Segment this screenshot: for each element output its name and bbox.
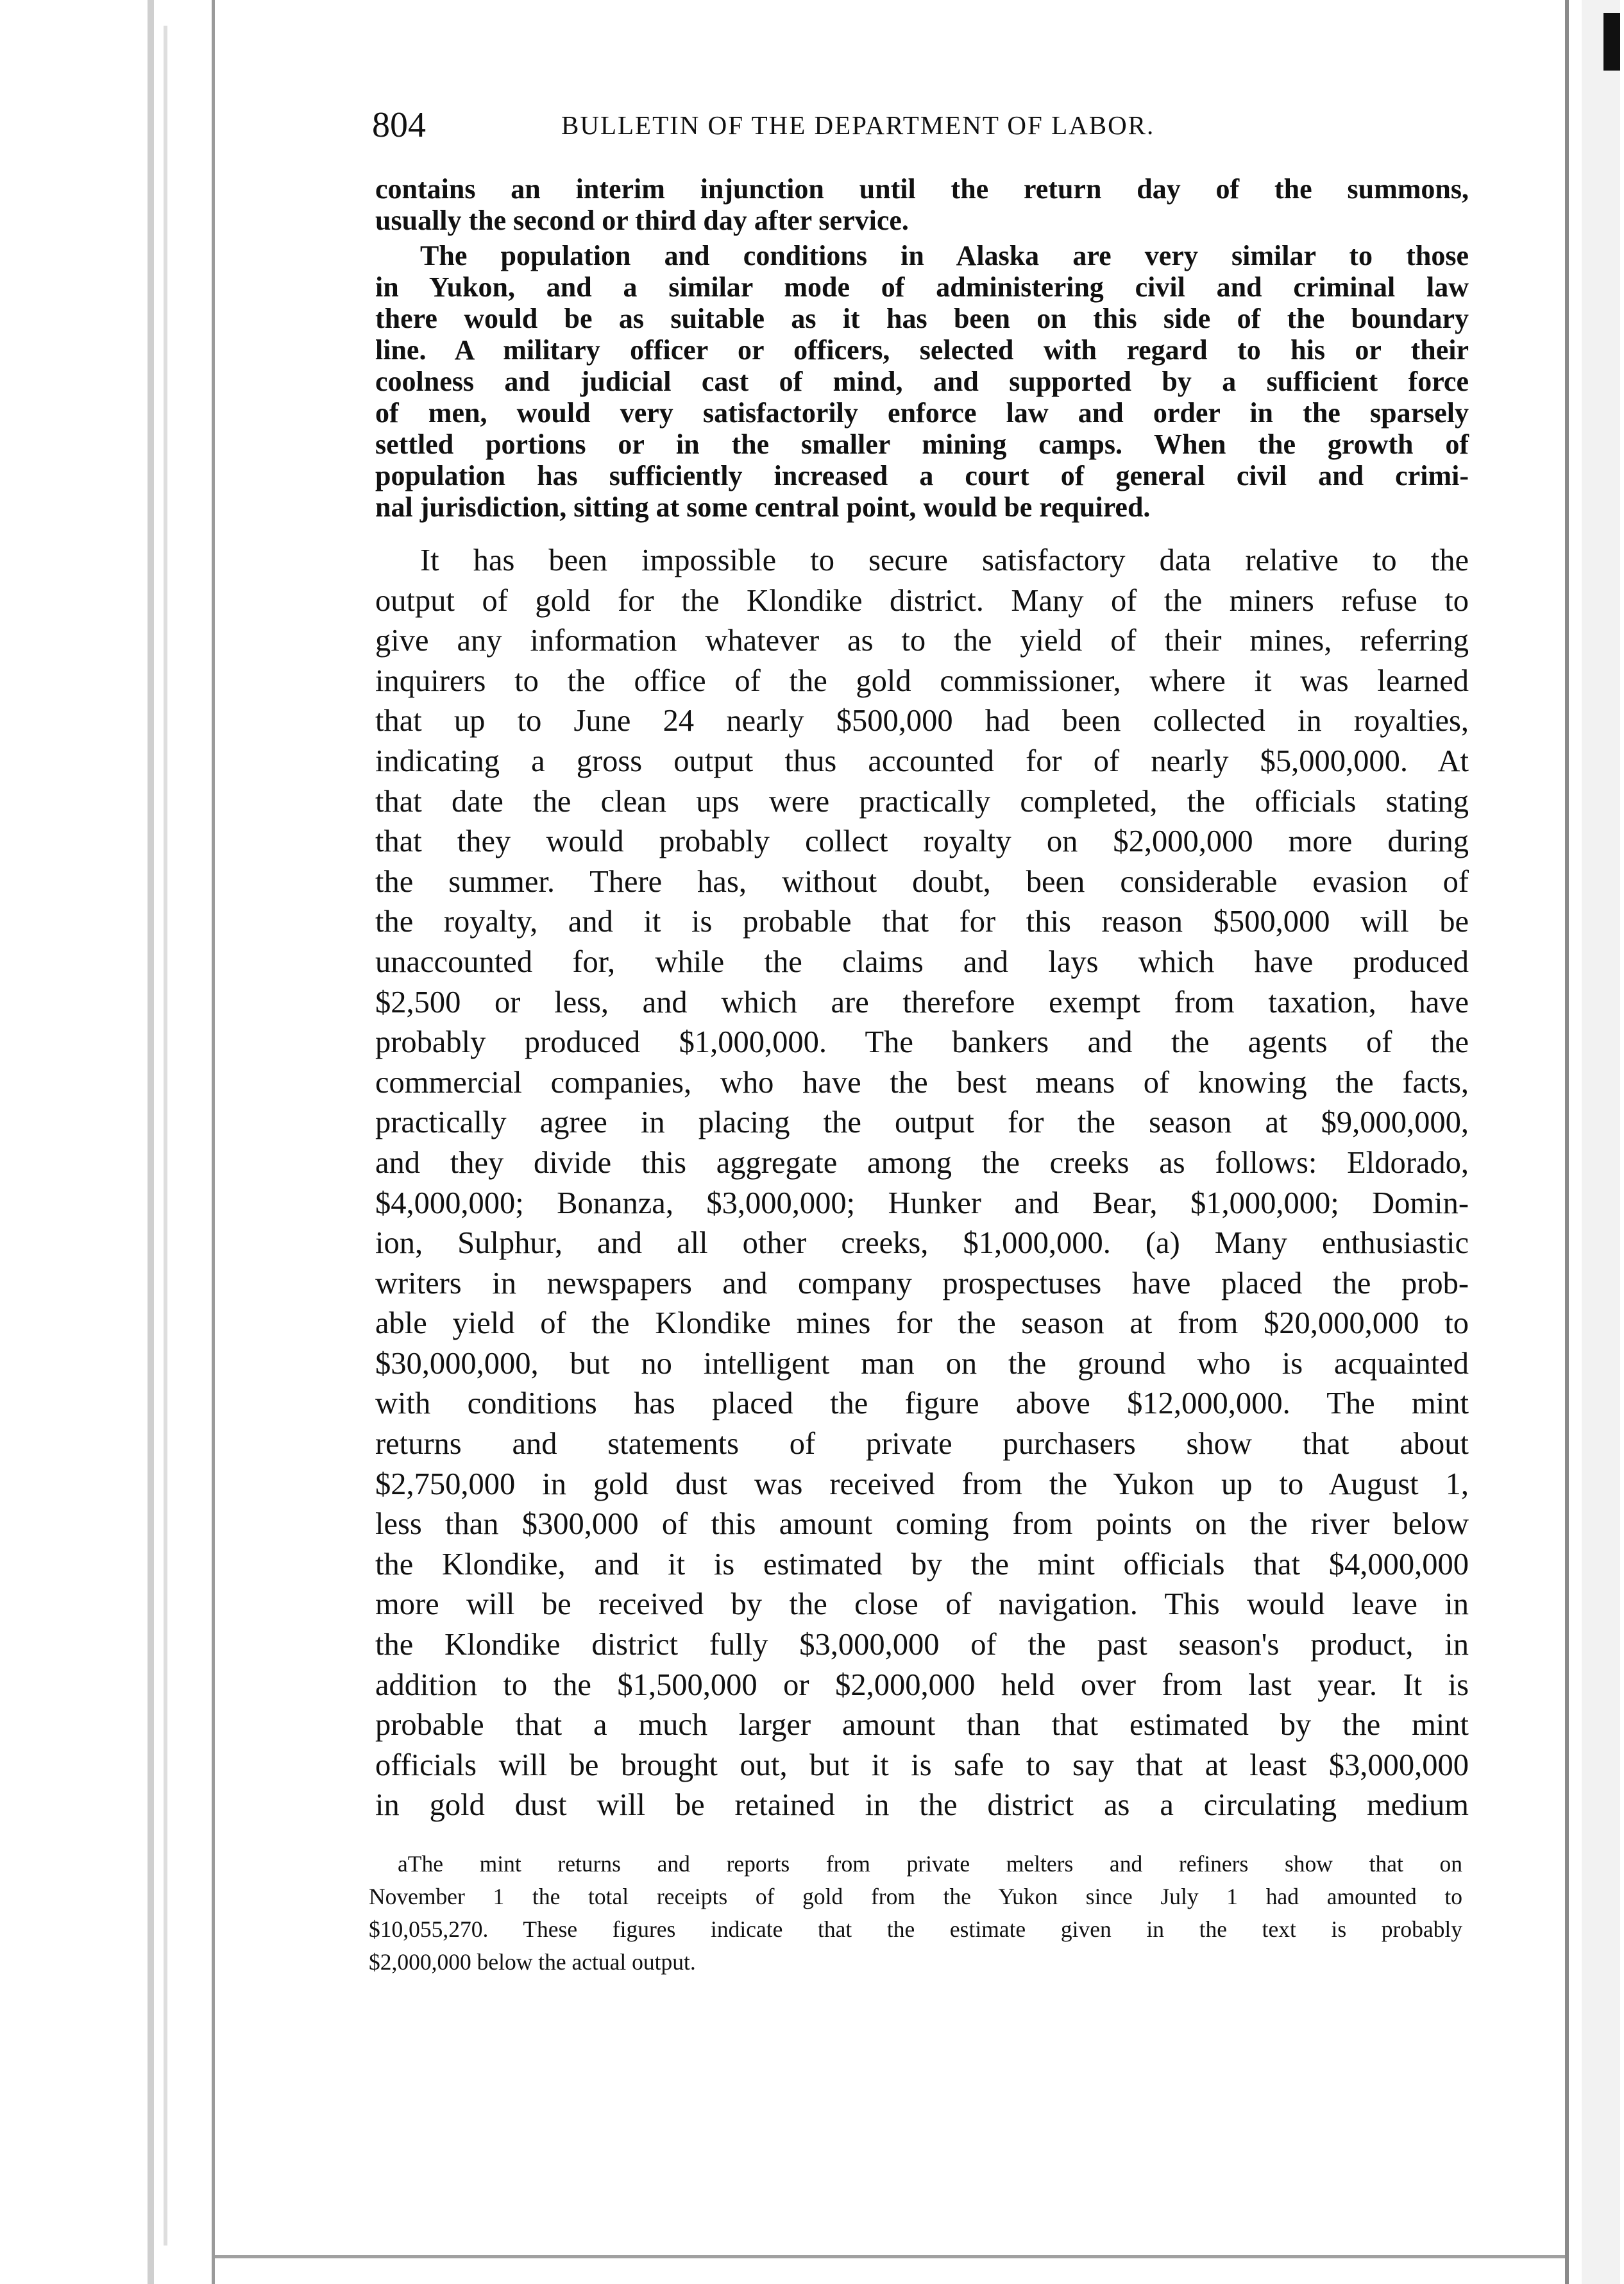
footnote — [369, 1848, 1462, 1979]
text-line: officials will be brought out, but it is safe to say that at least $3,000,000 — [375, 1748, 1469, 1782]
paragraph — [375, 173, 1469, 236]
text-line: addition to the $1,500,000 or $2,000,000 held over from last year. It is — [375, 1667, 1469, 1702]
text-line: the summer. There has, without doubt, been considerable evasion of — [375, 864, 1469, 899]
text-line: give any information whatever as to the yield of their mines, referring — [375, 624, 1469, 658]
text-line: able yield of the Klondike mines for the season at from $20,000,000 to — [375, 1306, 1469, 1341]
text-line: probably produced $1,000,000. The bankers and the agents of the — [375, 1025, 1469, 1060]
text-line: nal jurisdiction, sitting at some central point, would be required. — [375, 491, 1151, 523]
footnote-line: aThe mint returns and reports from private melters and refiners show that on — [398, 1851, 1462, 1877]
text-line: the Klondike, and it is estimated by the mint officials that $4,000,000 — [375, 1547, 1469, 1581]
text-line: line. A military officer or officers, selected with regard to his or their — [375, 334, 1469, 366]
text-line: probable that a much larger amount than that estimated by the mint — [375, 1708, 1469, 1743]
text-line: $30,000,000, but no intelligent man on the ground who is acquainted — [375, 1346, 1469, 1381]
scan-shadow — [1603, 13, 1620, 71]
footnote-line: November 1 the total receipts of gold from the Yukon since July 1 had amounted to — [369, 1884, 1462, 1909]
page-margin-line-right — [1565, 0, 1569, 2284]
text-line: with conditions has placed the figure above $12,000,000. The mint — [375, 1386, 1469, 1421]
text-line: settled portions or in the smaller mining camps. When the growth of — [375, 429, 1469, 460]
running-head: BULLETIN OF THE DEPARTMENT OF LABOR. — [561, 110, 1155, 140]
text-line: $4,000,000; Bonanza, $3,000,000; Hunker and Bear, $1,000,000; Domin- — [375, 1186, 1469, 1220]
text-line: The population and conditions in Alaska are very similar to those — [420, 240, 1469, 271]
body-text — [375, 173, 1469, 1826]
text-line: indicating a gross output thus accounted for of nearly $5,000,000. At — [375, 744, 1469, 778]
text-line: It has been impossible to secure satisfactory data relative to the — [420, 543, 1469, 577]
text-line: in gold dust will be retained in the district as a circulating medium — [375, 1788, 1469, 1823]
text-line: there would be as suitable as it has been on this side of the boundary — [375, 303, 1469, 334]
paragraph — [375, 541, 1469, 1826]
text-line: the Klondike district fully $3,000,000 of the past season's product, in — [375, 1628, 1469, 1662]
text-line: practically agree in placing the output for the season at $9,000,000, — [375, 1105, 1469, 1140]
page-edge-right — [1582, 0, 1620, 2284]
page-margin-line-bottom — [215, 2255, 1565, 2258]
footnote-line: $2,000,000 below the actual output. — [369, 1949, 696, 1975]
page-header — [372, 99, 1308, 151]
text-line: contains an interim injunction until the return day of the summons, — [375, 173, 1469, 205]
text-line: output of gold for the Klondike district. Many of the miners refuse to — [375, 583, 1469, 618]
text-line: usually the second or third day after service. — [375, 205, 909, 236]
text-line: returns and statements of private purchasers show that about — [375, 1427, 1469, 1462]
text-line: that they would probably collect royalty on $2,000,000 more during — [375, 824, 1469, 859]
text-line: coolness and judicial cast of mind, and supported by a sufficient force — [375, 366, 1469, 397]
text-line: that date the clean ups were practically completed, the officials stating — [375, 784, 1469, 819]
text-line: writers in newspapers and company prospectuses have placed the prob- — [375, 1266, 1469, 1300]
text-line: inquirers to the office of the gold commissioner, where it was learned — [375, 663, 1469, 698]
text-line: and they divide this aggregate among the creeks as follows: Eldorado, — [375, 1145, 1469, 1180]
text-line: in Yukon, and a similar mode of administering civil and criminal law — [375, 271, 1469, 303]
page-edge-left — [148, 0, 154, 2284]
text-line: that up to June 24 nearly $500,000 had been collected in royalties, — [375, 704, 1469, 738]
text-line: $2,500 or less, and which are therefore exempt from taxation, have — [375, 985, 1469, 1019]
text-line: more will be received by the close of navigation. This would leave in — [375, 1587, 1469, 1622]
text-line: less than $300,000 of this amount coming from points on the river below — [375, 1507, 1469, 1542]
text-line: the royalty, and it is probable that for this reason $500,000 will be — [375, 905, 1469, 939]
text-line: unaccounted for, while the claims and lays which have produced — [375, 944, 1469, 979]
text-line: of men, would very satisfactorily enforce law and order in the sparsely — [375, 397, 1469, 429]
text-line: ion, Sulphur, and all other creeks, $1,000,000. (a) Many enthusiastic — [375, 1226, 1469, 1261]
text-line: population has sufficiently increased a court of general civil and crimi- — [375, 460, 1469, 491]
page-margin-line-left — [212, 0, 215, 2284]
text-line: commercial companies, who have the best means of knowing the facts, — [375, 1065, 1469, 1100]
footnote-line: $10,055,270. These figures indicate that the estimate given in the text is probably — [369, 1916, 1462, 1942]
text-line: $2,750,000 in gold dust was received from the Yukon up to August 1, — [375, 1467, 1469, 1501]
paragraph — [375, 240, 1469, 523]
page-number: 804 — [372, 105, 426, 145]
page-edge-left-inner — [164, 26, 167, 2246]
